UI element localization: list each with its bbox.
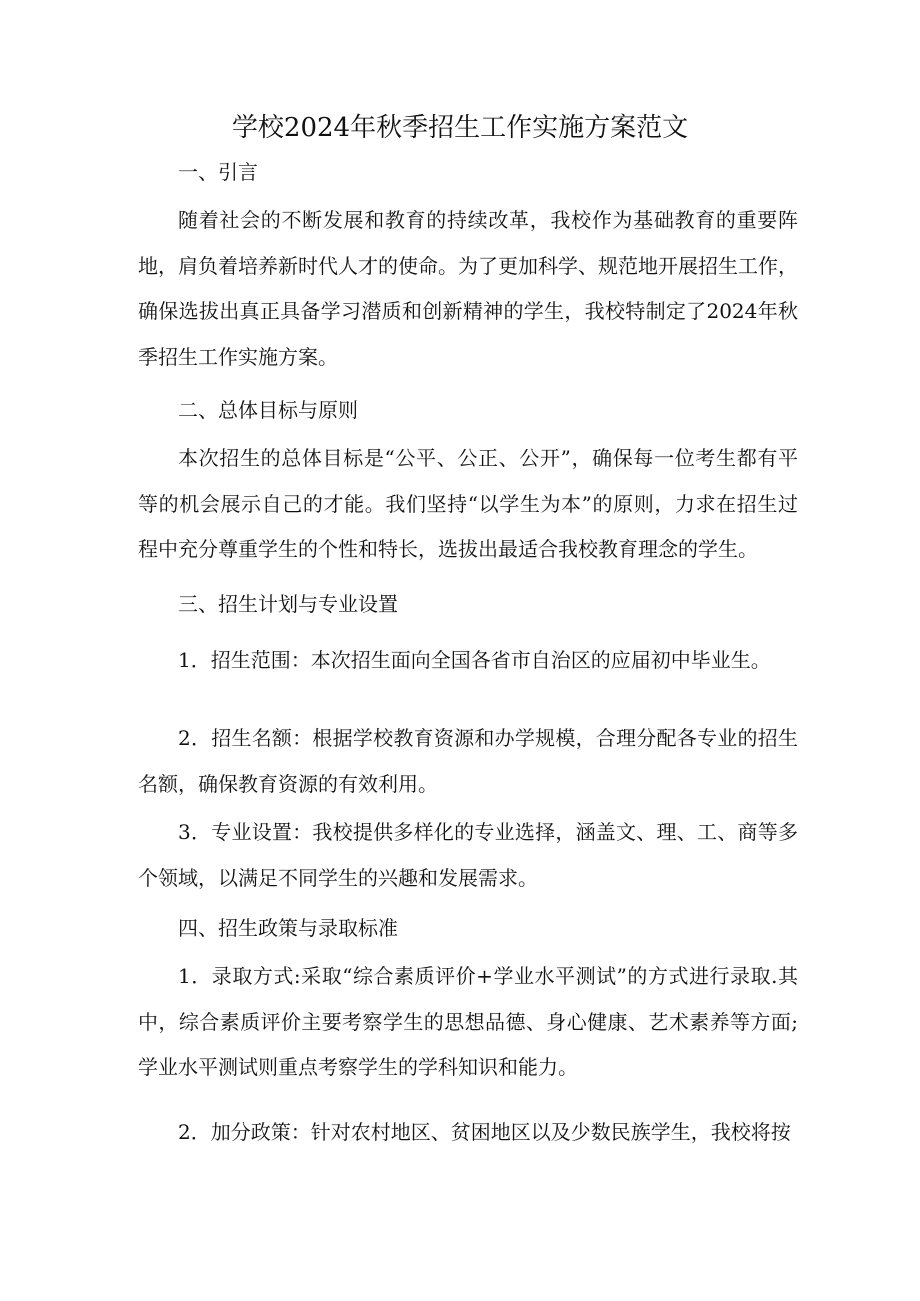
paragraph-goals: 本次招生的总体目标是“公平、公正、公开”，确保每一位考生都有平等的机会展示自己的才能。我们坚持“以学生为本”的原则，力求在招生过程中充分尊重学生的个性和特长，选拔出最适合我校教育理念的学生。	[138, 446, 798, 561]
section-heading-policy: 四、招生政策与录取标准	[178, 916, 398, 940]
section-heading-plan: 三、招生计划与专业设置	[178, 592, 398, 616]
list-item-bonus-policy: 2．加分政策：针对农村地区、贫困地区以及少数民族学生，我校将按	[178, 1120, 791, 1144]
section-heading-goals: 二、总体目标与原则	[178, 398, 358, 422]
paragraph-introduction: 随着社会的不断发展和教育的持续改革，我校作为基础教育的重要阵地，肩负着培养新时代人才的使命。为了更加科学、规范地开展招生工作，确保选拔出真正具备学习潜质和创新精神的学生，我校特制定了2024年秋季招生工作实施方案。	[138, 208, 798, 369]
list-item-quota: 2．招生名额：根据学校教育资源和办学规模，合理分配各专业的招生名额，确保教育资源的有效利用。	[138, 726, 798, 796]
list-item-admission-method: 1．录取方式:采取“综合素质评价+学业水平测试”的方式进行录取.其中，综合素质评价主要考察学生的思想品德、身心健康、艺术素养等方面;学业水平测试则重点考察学生的学科知识和能力。	[138, 964, 798, 1079]
list-item-scope: 1．招生范围：本次招生面向全国各省市自治区的应届初中毕业生。	[178, 648, 771, 672]
list-item-majors: 3．专业设置：我校提供多样化的专业选择，涵盖文、理、工、商等多个领域，以满足不同学生的兴趣和发展需求。	[138, 820, 798, 890]
section-heading-introduction: 一、引言	[178, 160, 258, 184]
document-title: 学校2024年秋季招生工作实施方案范文	[231, 113, 689, 143]
